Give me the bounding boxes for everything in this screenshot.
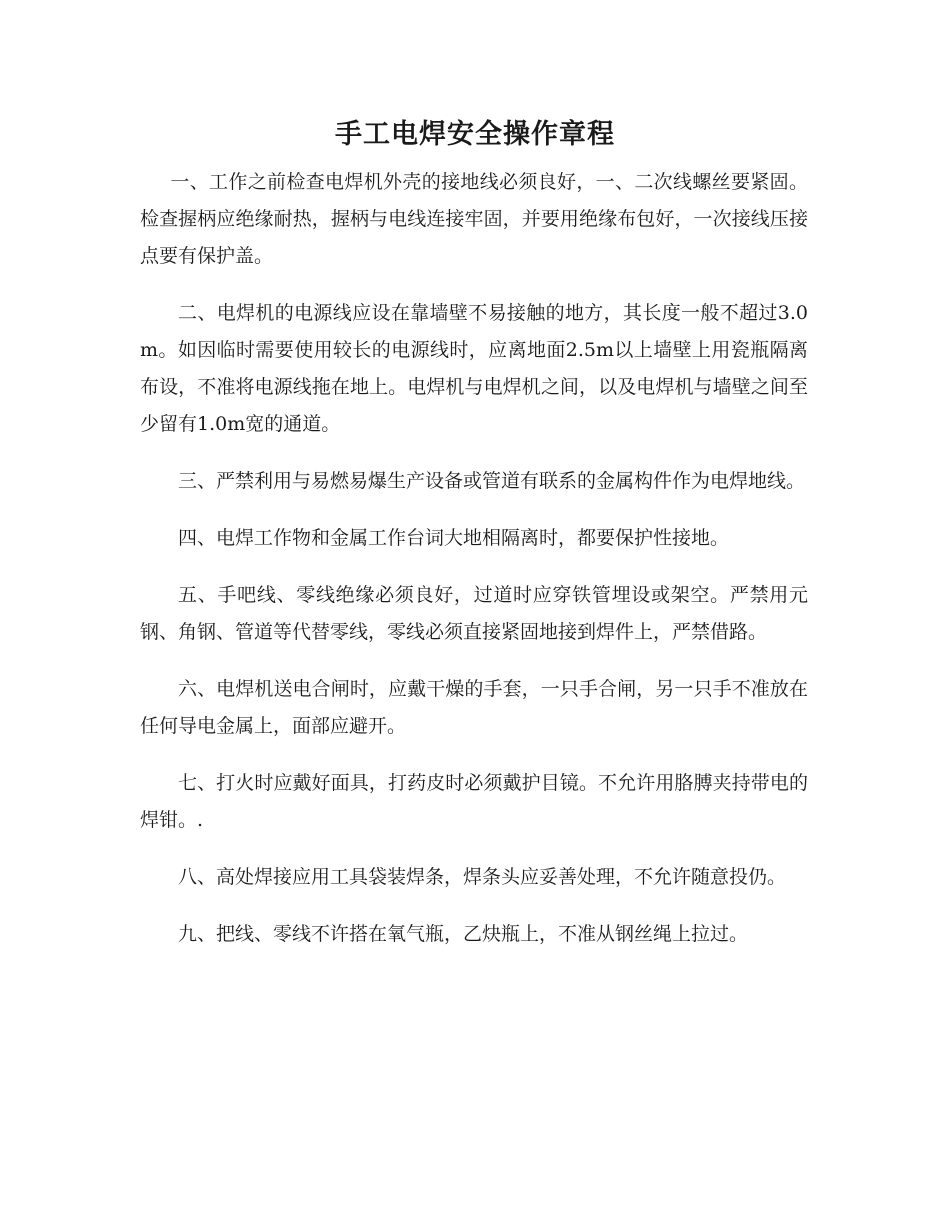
- paragraph-4: 四、电焊工作物和金属工作台词大地相隔离时，都要保护性接地。: [178, 527, 730, 549]
- paragraph-2: 二、电焊机的电源线应设在靠墙壁不易接触的地方，其长度一般不超过3.0m。如因临时需要使用较长的电源线时，应离地面2.5m以上墙壁上用瓷瓶隔离布设，不准将电源线拖在地上。电焊机与电焊机之间，以及电焊机与墙壁之间至少留有1.0m宽的通道。: [140, 302, 808, 435]
- paragraph-5: 五、手吧线、零线绝缘必须良好，过道时应穿铁管埋设或架空。严禁用元钢、角钢、管道等代替零线，零线必须直接紧固地接到焊件上，严禁借路。: [140, 584, 808, 643]
- paragraph-1: 一、工作之前检查电焊机外壳的接地线必须良好，一、二次线螺丝要紧固。检查握柄应绝缘耐热，握柄与电线连接牢固，并要用绝缘布包好，一次接线压接点要有保护盖。: [140, 171, 808, 267]
- paragraph-7: 七、打火时应戴好面具，打药皮时必须戴护目镜。不允许用胳膊夹持带电的焊钳。.: [140, 772, 808, 831]
- paragraph-3: 三、严禁利用与易燃易爆生产设备或管道有联系的金属构件作为电焊地线。: [178, 470, 806, 492]
- paragraph-6: 六、电焊机送电合闸时，应戴干燥的手套，一只手合闸，另一只手不准放在任何导电金属上，面部应避开。: [140, 678, 808, 737]
- page-title: 手工电焊安全操作章程: [335, 119, 615, 150]
- paragraph-8: 八、高处焊接应用工具袋装焊条，焊条头应妥善处理，不允许随意投仍。: [178, 866, 787, 888]
- paragraph-9: 九、把线、零线不许搭在氧气瓶，乙炔瓶上，不准从钢丝绳上拉过。: [178, 923, 749, 945]
- document-body: [140, 164, 808, 973]
